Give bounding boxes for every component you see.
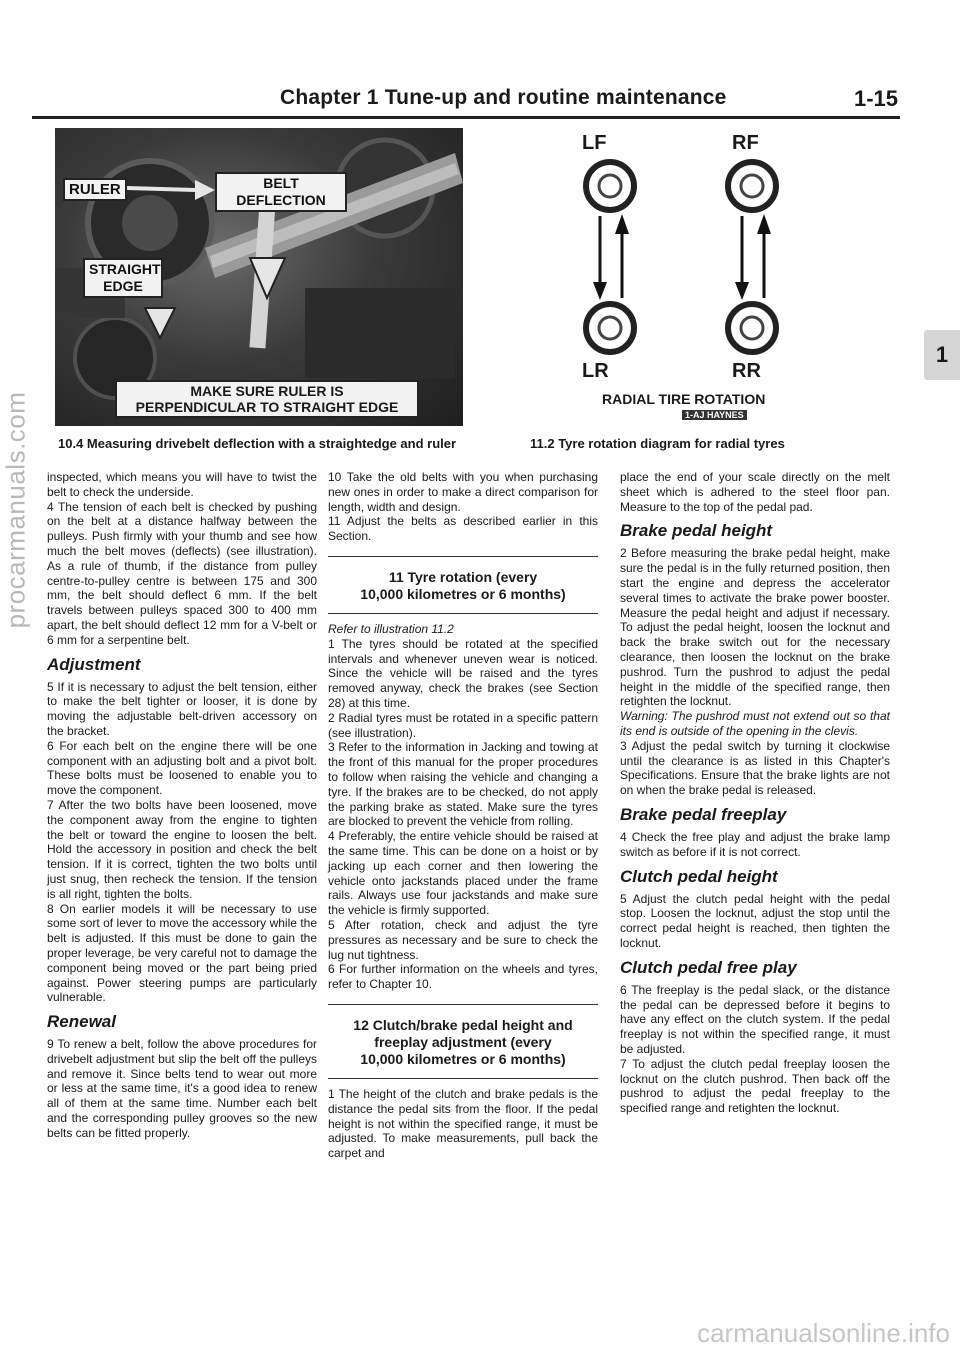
column-1	[47, 470, 317, 1141]
col2-paragraph: 10 Take the old belts with you when purchasing new ones in order to make a direct comparison for length, width and design.	[328, 470, 598, 514]
heading-renewal: Renewal	[47, 1012, 116, 1032]
heading-adjustment: Adjustment	[47, 654, 141, 674]
heading-clutch-pedal-height: Clutch pedal height	[620, 866, 778, 886]
column-2	[328, 470, 598, 1161]
banner-line-2: PERPENDICULAR TO STRAIGHT EDGE	[135, 399, 399, 415]
col1-paragraph: 5 If it is necessary to adjust the belt tension, either to make the belt tighter or looser, it is done by moving the adjustable belt-driven accessory on the bracket.	[47, 679, 317, 738]
diagram-title: RADIAL TIRE ROTATION	[602, 391, 766, 407]
col3-paragraph: place the end of your scale directly on the melt sheet which is adhered to the steel floor pan. Measure to the top of the pedal pad.	[620, 470, 890, 514]
section-12-line-3: 10,000 kilometres or 6 months)	[360, 1050, 566, 1067]
page-header	[0, 86, 960, 116]
bottom-watermark: carmanualsonline.info	[697, 1318, 950, 1348]
side-watermark	[2, 350, 30, 670]
section-12-line-1: 12 Clutch/brake pedal height and	[353, 1016, 573, 1033]
chapter-title: Chapter 1 Tune-up and routine maintenance	[280, 86, 727, 109]
col2-paragraph: 3 Refer to the information in Jacking and towing at the front of this manual for the proper procedures to follow when raising the vehicle and changing a tyre. If the brakes are to be checked, do not apply the parking brake as stated. Make sure the tyres are blocked to prevent the vehicle from rolling.	[328, 740, 598, 829]
heading-clutch-pedal-free-play: Clutch pedal free play	[620, 957, 797, 977]
heading-brake-pedal-freeplay: Brake pedal freeplay	[620, 804, 787, 824]
header-rule	[32, 116, 900, 119]
col2-paragraph: 5 After rotation, check and adjust the tyre pressures as necessary and be sure to check the lug nut tightness.	[328, 917, 598, 962]
heading-brake-pedal-height: Brake pedal height	[620, 521, 773, 541]
col1-paragraph: 7 After the two bolts have been loosened, move the component away from the engine to tighten the belt or toward the engine to loosen the belt. Hold the accessory in position and check the belt tension. If it is correct, tighten the two bolts until just snug, then recheck the tension. If the tension is all right, tighten the bolts.	[47, 797, 317, 901]
side-watermark-text: procarmanuals.com	[0, 391, 31, 629]
col1-paragraph: 6 For each belt on the engine there will be one component with an adjusting bolt and a pivot bolt. These bolts must be loosened to enable you to move the component.	[47, 738, 317, 798]
section-12-line-2: freeplay adjustment (every	[374, 1033, 552, 1050]
tyre-rotation-diagram	[560, 128, 810, 418]
tyre-rf-icon	[728, 162, 776, 210]
col2-paragraph: 2 Radial tyres must be rotated in a specific pattern (see illustration).	[328, 710, 598, 740]
label-lf: LF	[582, 132, 607, 154]
section-11-heading	[328, 556, 598, 614]
refer-to-illustration: Refer to illustration 11.2	[328, 621, 454, 636]
col2-paragraph: 1 The tyres should be rotated at the specified intervals and whenever uneven wear is noticed. Since the vehicle will be raised and the tyres removed anyway, check the brakes (see Section 28) at this time.	[328, 636, 598, 710]
perpendicular-banner	[115, 380, 419, 418]
label-rf: RF	[732, 132, 759, 154]
section-12-heading	[328, 1004, 598, 1079]
banner-line-1: MAKE SURE RULER IS	[190, 383, 344, 399]
ruler-label: RULER	[63, 178, 127, 201]
col3-paragraph: 4 Check the free play and adjust the brake lamp switch as before if it is not correct.	[620, 829, 890, 859]
col1-paragraph: 4 The tension of each belt is checked by pushing on the belt at a distance halfway between the pulleys. Push firmly with your thumb and see how much the belt moves (deflects) (see illustration). As a rule of thumb, if the distance from pulley centre-to-pulley centre is between 175 and 300 mm, the belt should deflect 6 mm. If the belt travels between pulleys spaced 300 to 400 mm apart, the belt should deflect 12 mm for a V-belt or 6 mm for a serpentine belt.	[47, 499, 317, 647]
col2-paragraph: 11 Adjust the belts as described earlier in this Section.	[328, 514, 598, 544]
col3-paragraph: 3 Adjust the pedal switch by turning it clockwise until the clearance is as listed in this Chapter's Specifications. Ensure that the brake lights are not on when the brake pedal is released.	[620, 738, 890, 798]
col2-paragraph: 6 For further information on the wheels and tyres, refer to Chapter 10.	[328, 962, 598, 992]
haynes-badge: 1-AJ HAYNES	[682, 410, 747, 420]
col1-paragraph: 8 On earlier models it will be necessary to use some sort of lever to move the accessory while the belt is adjusted. If this must be done to gain the proper leverage, be very careful not to damage the component being moved or the part being pried against. Power steering pumps are particularly vulnerable.	[47, 901, 317, 1005]
rotation-arrows-graphic	[560, 148, 810, 388]
col2-paragraph: 1 The height of the clutch and brake pedals is the distance the pedal sits from the floor. If the pedal height is not within the specified range, it must be adjusted. To make measurements, pull back the carpet and	[328, 1086, 598, 1161]
column-3	[620, 470, 890, 1116]
col3-paragraph: 6 The freeplay is the pedal slack, or the distance the pedal can be depressed before it begins to have any effect on the clutch system. If the pedal freeplay is not within the specified range, it must be adjusted.	[620, 982, 890, 1056]
col1-paragraph: 9 To renew a belt, follow the above procedures for drivebelt adjustment but slip the belt off the pulleys and remove it. Since belts tend to wear out more or less at the same time, it's a good idea to renew all of them at the same time. Number each belt and the corresponding pulley grooves so the new belts can be fitted properly.	[47, 1037, 317, 1140]
col2-paragraph: 4 Preferably, the entire vehicle should be raised at the same time. This can be done on a hoist or by jacking up each corner and then lowering the vehicle onto jackstands placed under the frame rails. Always use four jackstands and make sure the vehicle is firmly supported.	[328, 829, 598, 918]
col1-paragraph: inspected, which means you will have to twist the belt to check the underside.	[47, 470, 317, 499]
warning-note: Warning: The pushrod must not extend out so that its end is outside of the opening in the clevis.	[620, 709, 890, 738]
figure-10-4-caption: 10.4 Measuring drivebelt deflection with a straightedge and ruler	[58, 436, 457, 451]
section-11-line-1: 11 Tyre rotation (every	[388, 568, 538, 585]
col3-paragraph: 7 To adjust the clutch pedal freeplay loosen the locknut on the clutch pushrod. Then back off the pushrod to adjust the pedal freeplay to the specified range and retighten the locknut.	[620, 1056, 890, 1116]
section-11-line-2: 10,000 kilometres or 6 months)	[360, 585, 566, 602]
belt-deflection-photo	[55, 128, 463, 426]
chapter-side-tab: 1	[924, 330, 960, 380]
tyre-lf-icon	[586, 162, 634, 210]
belt-deflection-label: BELT DEFLECTION	[215, 172, 347, 212]
figure-11-2-caption: 11.2 Tyre rotation diagram for radial tyres	[530, 436, 785, 451]
label-lr: LR	[582, 360, 609, 382]
tyre-rr-icon	[728, 304, 776, 352]
col3-paragraph: 2 Before measuring the brake pedal height, make sure the pedal is in the fully returned position, then start the engine and depress the accelerator several times to activate the brake power booster. Measure the pedal height and adjust if necessary. To adjust the pedal height, loosen the locknut and back the brake switch out for the necessary clearance, then loosen the locknut on the brake pushrod. Turn the pushrod to adjust the pedal height in the middle of the specified range, then retighten the locknut.	[620, 546, 890, 709]
straight-edge-label: STRAIGHT EDGE	[83, 258, 163, 298]
page-number: 1-15	[853, 86, 898, 111]
label-rr: RR	[732, 360, 761, 382]
tyre-lr-icon	[586, 304, 634, 352]
col3-paragraph: 5 Adjust the clutch pedal height with the pedal stop. Loosen the locknut, adjust the stop until the correct pedal height is reached, then tighten the locknut.	[620, 891, 890, 950]
